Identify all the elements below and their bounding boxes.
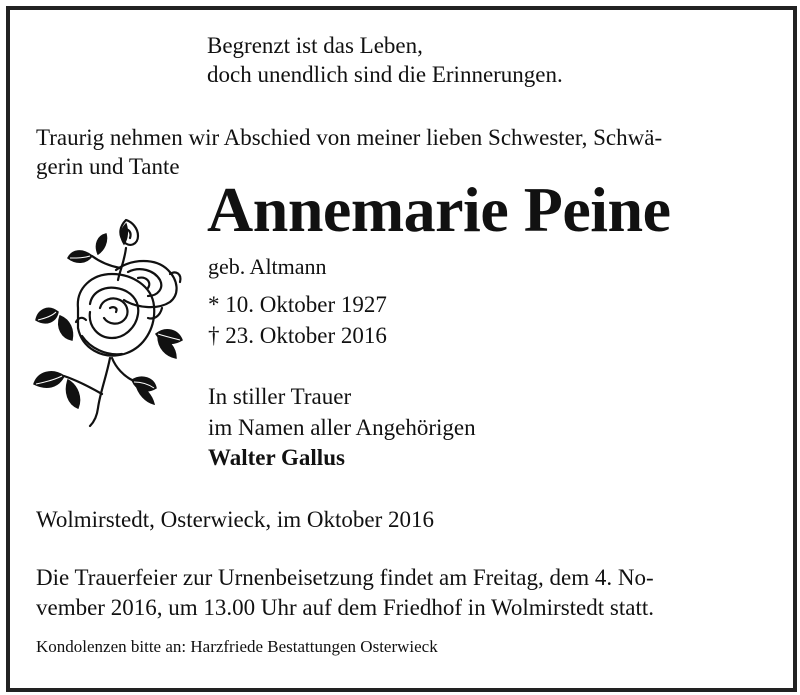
motto-line-2: doch unendlich sind die Erinnerungen. bbox=[207, 62, 563, 87]
mourners-line-1: In stiller Trauer bbox=[208, 384, 352, 409]
mourners-line-2: im Namen aller Angehörigen bbox=[208, 415, 476, 440]
funeral-info-line-1: Die Trauerfeier zur Urnenbeisetzung findet am Freitag, dem 4. No- bbox=[36, 565, 654, 590]
intro-line-1: Traurig nehmen wir Abschied von meiner lieben Schwester, Schwä- bbox=[36, 125, 663, 150]
condolences-note: Kondolenzen bitte an: Harzfriede Bestattungen Osterwieck bbox=[36, 637, 438, 656]
deceased-name: Annemarie Peine bbox=[207, 174, 671, 245]
mourner-name: Walter Gallus bbox=[208, 445, 345, 470]
motto-line-1: Begrenzt ist das Leben, bbox=[207, 33, 423, 58]
maiden-name: geb. Altmann bbox=[208, 254, 327, 279]
place-and-date: Wolmirstedt, Osterwieck, im Oktober 2016 bbox=[36, 507, 435, 532]
death-date: † 23. Oktober 2016 bbox=[208, 323, 387, 348]
funeral-info-line-2: vember 2016, um 13.00 Uhr auf dem Friedhof in Wolmirstedt statt. bbox=[36, 595, 654, 620]
birth-date: * 10. Oktober 1927 bbox=[208, 292, 387, 317]
intro-line-2: gerin und Tante bbox=[36, 154, 180, 179]
rose-icon bbox=[28, 208, 188, 430]
